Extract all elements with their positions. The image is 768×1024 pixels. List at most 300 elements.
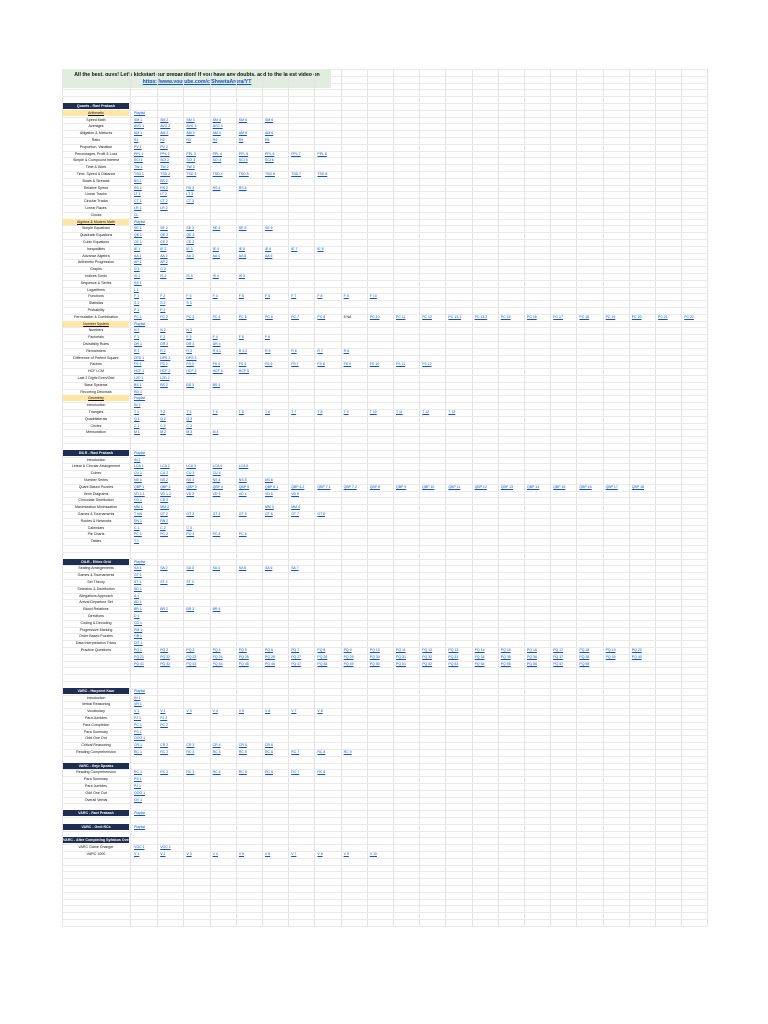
video-link[interactable]: PV 2 bbox=[160, 144, 168, 149]
video-link[interactable]: SM 5 bbox=[238, 117, 247, 122]
video-link[interactable]: RS 5 bbox=[238, 185, 247, 190]
video-link[interactable]: PQ 28 bbox=[317, 654, 328, 659]
video-link[interactable]: PC 1 bbox=[134, 532, 142, 537]
video-link[interactable]: IE 7 bbox=[291, 246, 298, 251]
video-link[interactable]: GT 3 bbox=[186, 512, 195, 516]
video-link[interactable]: RC 7 bbox=[291, 750, 300, 754]
video-link[interactable]: G 2 bbox=[160, 267, 166, 272]
video-link[interactable]: PQ 19 bbox=[605, 648, 616, 652]
video-link[interactable]: PQ 17 bbox=[553, 648, 564, 652]
video-link[interactable]: PQ 24 bbox=[212, 654, 223, 659]
video-link[interactable]: R 3 bbox=[186, 348, 192, 353]
video-link[interactable]: PQ 33 bbox=[448, 654, 459, 659]
video-link[interactable]: PQ 37 bbox=[553, 654, 564, 659]
video-link[interactable]: AP 1 bbox=[134, 260, 142, 265]
video-link[interactable]: VD 5 bbox=[265, 491, 273, 496]
video-link[interactable]: PQ 22 bbox=[160, 654, 171, 659]
youtube-link[interactable]: https://www.youtube.com/c/ShwetaArora/YT bbox=[142, 79, 252, 85]
video-link[interactable]: FS 3 bbox=[186, 362, 194, 367]
video-link[interactable]: PQ 39 bbox=[605, 654, 616, 659]
playlist-link[interactable]: Playlist bbox=[134, 559, 146, 564]
video-link[interactable]: GT 7 bbox=[291, 512, 299, 516]
video-link[interactable]: L2D 2 bbox=[160, 376, 170, 380]
video-link[interactable]: PC 15 bbox=[500, 314, 511, 319]
video-link[interactable]: C 3 bbox=[186, 423, 192, 428]
video-link[interactable]: PC 20 bbox=[631, 314, 642, 319]
video-link[interactable]: VD 3 bbox=[212, 491, 221, 496]
playlist-link[interactable]: Playlist bbox=[134, 219, 146, 224]
video-link[interactable]: V 5 bbox=[238, 852, 245, 856]
video-link[interactable]: SE 4 bbox=[212, 226, 221, 231]
video-link[interactable]: PQ 45 bbox=[238, 661, 249, 666]
video-link[interactable]: QBP 15 bbox=[553, 484, 566, 489]
video-link[interactable]: TSD 5 bbox=[238, 172, 249, 176]
video-link[interactable]: QBP 2 bbox=[160, 484, 171, 489]
video-link[interactable]: LCA 5 bbox=[238, 464, 249, 469]
video-link[interactable]: S 2 bbox=[160, 301, 166, 306]
video-link[interactable]: QBP 5 bbox=[238, 484, 250, 489]
video-link[interactable]: V 8 bbox=[317, 709, 323, 714]
video-link[interactable]: R3 bbox=[186, 138, 191, 142]
video-link[interactable]: PQ 25 bbox=[238, 654, 249, 659]
video-link[interactable]: PC 19 bbox=[605, 314, 616, 319]
video-link[interactable]: RC 3 bbox=[186, 750, 195, 754]
video-link[interactable]: NS 4 bbox=[212, 478, 221, 482]
video-link[interactable]: CR 1 bbox=[134, 743, 142, 748]
video-link[interactable]: HCF 3 bbox=[186, 369, 197, 374]
video-link[interactable]: PPL 3 bbox=[186, 151, 196, 156]
video-link[interactable]: T 1 bbox=[134, 410, 139, 414]
video-link[interactable]: IN 1 bbox=[134, 457, 141, 462]
video-link[interactable]: PQ 6 bbox=[265, 648, 273, 652]
video-link[interactable]: BR 1 bbox=[134, 607, 142, 612]
video-link[interactable]: RC 2 bbox=[160, 750, 169, 754]
video-link[interactable]: SA 3 bbox=[186, 566, 194, 571]
video-link[interactable]: IS 5 bbox=[238, 274, 246, 278]
video-link[interactable]: C 2 bbox=[160, 525, 166, 530]
video-link[interactable]: MM 4 bbox=[291, 505, 300, 510]
video-link[interactable]: MM 2 bbox=[160, 505, 169, 510]
video-link[interactable]: C 2 bbox=[160, 423, 166, 428]
video-link[interactable]: PC 7 bbox=[291, 314, 299, 319]
video-link[interactable]: PPL 8 bbox=[317, 151, 327, 156]
video-link[interactable]: F 9 bbox=[343, 294, 349, 299]
video-link[interactable]: AD 1 bbox=[134, 600, 142, 605]
video-link[interactable]: RC 6 bbox=[265, 770, 273, 775]
video-link[interactable]: PQ 29 bbox=[343, 654, 354, 659]
video-link[interactable]: RC 1 bbox=[134, 770, 142, 775]
video-link[interactable]: T 11 bbox=[396, 410, 403, 414]
video-link[interactable]: F 6 bbox=[265, 335, 271, 340]
video-link[interactable]: RS 3 bbox=[186, 185, 195, 190]
video-link[interactable]: F 2 bbox=[160, 335, 166, 340]
video-link[interactable]: R 6 bbox=[291, 348, 297, 353]
video-link[interactable]: PQ 54 bbox=[474, 661, 485, 666]
video-link[interactable]: FS 4 bbox=[212, 362, 220, 367]
video-link[interactable]: PQ 26 bbox=[265, 654, 275, 659]
video-link[interactable]: QBP 7.1 bbox=[317, 484, 331, 489]
video-link[interactable]: V 7 bbox=[291, 709, 297, 714]
playlist-link[interactable]: Playlist bbox=[134, 396, 146, 401]
video-link[interactable]: PC 21 bbox=[658, 314, 668, 319]
video-link[interactable]: BS 2 bbox=[160, 382, 168, 387]
video-link[interactable]: FS 7 bbox=[291, 362, 299, 367]
video-link[interactable]: VD 4 bbox=[238, 491, 247, 496]
video-link[interactable]: V 1 bbox=[134, 709, 140, 714]
video-link[interactable]: CR 4 bbox=[212, 743, 221, 748]
video-link[interactable]: FS 11 bbox=[396, 362, 406, 367]
video-link[interactable]: R 8 bbox=[343, 348, 350, 353]
video-link[interactable]: T 5 bbox=[238, 410, 244, 414]
video-link[interactable]: CT 3 bbox=[186, 199, 194, 204]
video-link[interactable]: ST 1 bbox=[134, 580, 142, 584]
video-link[interactable]: R2 bbox=[160, 138, 165, 142]
video-link[interactable]: PQ 52 bbox=[422, 661, 433, 666]
video-link[interactable]: V 2 bbox=[160, 709, 166, 714]
video-link[interactable]: V 3 bbox=[186, 709, 192, 714]
video-link[interactable]: Q 2 bbox=[160, 416, 166, 421]
video-link[interactable]: FS 9 bbox=[343, 362, 351, 367]
video-link[interactable]: AM 4 bbox=[212, 131, 221, 136]
video-link[interactable]: ST 2 bbox=[160, 580, 168, 584]
video-link[interactable]: FS 6 bbox=[265, 362, 273, 367]
video-link[interactable]: TSD 4 bbox=[212, 172, 223, 176]
video-link[interactable]: V 7 bbox=[291, 852, 297, 856]
video-link[interactable]: BS 2 bbox=[160, 178, 168, 183]
video-link[interactable]: PQ 9 bbox=[343, 648, 352, 652]
video-link[interactable]: PC 17 bbox=[553, 314, 563, 319]
video-link[interactable]: BS 3 bbox=[186, 382, 194, 387]
video-link[interactable]: V 10 bbox=[369, 852, 377, 856]
video-link[interactable]: SM 3 bbox=[186, 117, 195, 122]
video-link[interactable]: SA 7 bbox=[291, 566, 299, 571]
video-link[interactable]: IE 2 bbox=[160, 246, 167, 251]
video-link[interactable]: OOO 1 bbox=[134, 790, 146, 795]
video-link[interactable]: C 3 bbox=[186, 525, 192, 530]
video-link[interactable]: F 5 bbox=[238, 294, 244, 299]
video-link[interactable]: RS 1 bbox=[134, 185, 142, 190]
video-link[interactable]: F 1 bbox=[134, 335, 140, 340]
video-link[interactable]: GT 8 bbox=[317, 512, 326, 516]
playlist-link[interactable]: Playlist bbox=[134, 688, 146, 693]
video-link[interactable]: Q 3 bbox=[186, 416, 193, 421]
video-link[interactable]: CU 3 bbox=[186, 471, 195, 476]
video-link[interactable]: PPL 6 bbox=[265, 151, 275, 156]
video-link[interactable]: SM 4 bbox=[212, 117, 221, 122]
video-link[interactable]: AM 5 bbox=[238, 131, 247, 136]
video-link[interactable]: PC 2 bbox=[160, 722, 168, 727]
video-link[interactable]: AM 2 bbox=[160, 131, 169, 136]
video-link[interactable]: BR 3 bbox=[186, 607, 195, 612]
video-link[interactable]: SE 5 bbox=[238, 226, 247, 231]
video-link[interactable]: PQ 44 bbox=[212, 661, 223, 666]
video-link[interactable]: T 9 bbox=[343, 410, 349, 414]
video-link[interactable]: N 2 bbox=[160, 328, 166, 333]
video-link[interactable]: HCF 4 bbox=[212, 369, 223, 374]
playlist-link[interactable]: Playlist bbox=[134, 321, 146, 326]
video-link[interactable]: PQ 46 bbox=[265, 661, 275, 666]
video-link[interactable]: AA 6 bbox=[265, 253, 273, 258]
video-link[interactable]: F 3 bbox=[186, 294, 192, 299]
video-link[interactable]: F 8 bbox=[317, 294, 323, 299]
video-link[interactable]: HCF 5 bbox=[238, 369, 249, 374]
video-link[interactable]: FS 2 bbox=[160, 362, 168, 367]
video-link[interactable]: DR 2 bbox=[160, 342, 169, 346]
video-link[interactable]: CU 1 bbox=[134, 471, 142, 476]
video-link[interactable]: PQ 15 bbox=[500, 648, 511, 652]
video-link[interactable]: PQ 2 bbox=[160, 648, 169, 652]
video-link[interactable]: LCA 1 bbox=[134, 464, 144, 469]
video-link[interactable]: PC 13.2 bbox=[474, 314, 488, 319]
video-link[interactable]: PC 16 bbox=[527, 314, 537, 319]
video-link[interactable]: QBP 14 bbox=[527, 484, 540, 489]
video-link[interactable]: PPL 7 bbox=[291, 151, 301, 156]
video-link[interactable]: SD 1 bbox=[134, 586, 142, 591]
video-link[interactable]: VR 1 bbox=[134, 702, 142, 707]
video-link[interactable]: GT 5 bbox=[238, 512, 247, 516]
video-link[interactable]: L2D 1 bbox=[134, 376, 144, 380]
video-link[interactable]: QBP 11 bbox=[448, 484, 461, 489]
video-link[interactable]: PC 1 bbox=[134, 314, 142, 319]
video-link[interactable]: BS 1 bbox=[134, 178, 142, 183]
video-link[interactable]: PQ 32 bbox=[422, 654, 433, 659]
playlist-link[interactable]: Playlist bbox=[134, 811, 146, 816]
video-link[interactable]: PQ 36 bbox=[527, 654, 537, 659]
video-link[interactable]: PQ 53 bbox=[448, 661, 459, 666]
video-link[interactable]: PQ 35 bbox=[500, 654, 511, 659]
video-link[interactable]: PQ 31 bbox=[396, 654, 406, 659]
video-link[interactable]: DPS 3 bbox=[186, 355, 197, 360]
video-link[interactable]: AVG 3 bbox=[186, 124, 197, 129]
video-link[interactable]: M 2 bbox=[160, 430, 167, 435]
video-link[interactable]: T 3 bbox=[186, 410, 192, 414]
video-link[interactable]: PQ 42 bbox=[160, 661, 171, 666]
video-link[interactable]: PQ 18 bbox=[579, 648, 590, 652]
video-link[interactable]: PC 6 bbox=[265, 314, 273, 319]
video-link[interactable]: HCF 2 bbox=[160, 369, 171, 374]
video-link[interactable]: IS 1 bbox=[134, 274, 141, 278]
video-link[interactable]: FS 12 bbox=[422, 362, 432, 367]
video-link[interactable]: CE 2 bbox=[160, 240, 168, 244]
video-link[interactable]: PC 2 bbox=[160, 532, 168, 537]
video-link[interactable]: NS 5 bbox=[238, 478, 247, 482]
video-link[interactable]: PS 1 bbox=[134, 777, 142, 782]
video-link[interactable]: PQ 57 bbox=[553, 661, 564, 666]
video-link[interactable]: DPS 2 bbox=[160, 355, 171, 360]
video-link[interactable]: T 10 bbox=[369, 410, 377, 414]
video-link[interactable]: PJ 1 bbox=[134, 716, 142, 720]
video-link[interactable]: PPL 5 bbox=[238, 151, 249, 156]
video-link[interactable]: LCA 2 bbox=[160, 464, 170, 469]
video-link[interactable]: IE 4 bbox=[212, 246, 219, 251]
video-link[interactable]: LCA 3 bbox=[186, 464, 196, 469]
video-link[interactable]: AA 4 bbox=[212, 253, 220, 258]
video-link[interactable]: SA 5 bbox=[238, 566, 247, 571]
video-link[interactable]: CD 1 bbox=[134, 620, 142, 625]
video-link[interactable]: OV 1 bbox=[134, 797, 142, 802]
video-link[interactable]: PQ 34 bbox=[474, 654, 485, 659]
playlist-link[interactable]: Playlist bbox=[134, 110, 146, 115]
video-link[interactable]: SE 3 bbox=[186, 226, 194, 231]
video-link[interactable]: AVG 1 bbox=[134, 124, 145, 129]
video-link[interactable]: QBP 6.2 bbox=[291, 484, 305, 489]
video-link[interactable]: IS 3 bbox=[186, 274, 193, 278]
video-link[interactable]: PQ 11 bbox=[396, 648, 406, 652]
video-link[interactable]: NS 3 bbox=[186, 478, 195, 482]
video-link[interactable]: PQ 16 bbox=[527, 648, 537, 652]
video-link[interactable]: R 5 bbox=[265, 348, 271, 353]
video-link[interactable]: V 6 bbox=[265, 709, 271, 714]
video-link[interactable]: PC 1 bbox=[134, 722, 142, 727]
video-link[interactable]: OOO 1 bbox=[134, 736, 146, 741]
video-link[interactable]: PQ 4 bbox=[212, 648, 221, 652]
video-link[interactable]: NS 2 bbox=[160, 478, 168, 482]
video-link[interactable]: IS 4 bbox=[212, 274, 219, 278]
video-link[interactable]: V 8 bbox=[317, 852, 323, 856]
video-link[interactable]: IE 3 bbox=[186, 246, 193, 251]
video-link[interactable]: SE 6 bbox=[265, 226, 273, 231]
video-link[interactable]: M 3 bbox=[186, 430, 193, 435]
video-link[interactable]: AVG 2 bbox=[160, 124, 171, 129]
video-link[interactable]: F 10 bbox=[369, 294, 377, 299]
video-link[interactable]: RS 4 bbox=[212, 185, 221, 190]
video-link[interactable]: V 9 bbox=[343, 852, 349, 856]
video-link[interactable]: PC 13.1 bbox=[448, 314, 462, 319]
video-link[interactable]: V 4 bbox=[212, 709, 218, 714]
video-link[interactable]: PQ 55 bbox=[500, 661, 511, 666]
video-link[interactable]: N 3 bbox=[186, 328, 192, 333]
video-link[interactable]: LT 1 bbox=[134, 192, 141, 197]
video-link[interactable]: LR 1 bbox=[134, 206, 142, 210]
video-link[interactable]: RC 7 bbox=[291, 770, 300, 775]
video-link[interactable]: P 2 bbox=[160, 308, 166, 312]
video-link[interactable]: PQ 23 bbox=[186, 654, 197, 659]
video-link[interactable]: SS 1 bbox=[134, 280, 142, 285]
video-link[interactable]: QBP 16 bbox=[579, 484, 592, 489]
video-link[interactable]: QBP 8 bbox=[369, 484, 381, 489]
video-link[interactable]: SCI 3 bbox=[186, 158, 196, 163]
video-link[interactable]: QBP 7.2 bbox=[343, 484, 357, 489]
video-link[interactable]: TSD 1 bbox=[134, 172, 144, 176]
video-link[interactable]: CL bbox=[134, 212, 139, 217]
video-link[interactable]: PQ 8 bbox=[317, 648, 326, 652]
video-link[interactable]: PC 4 bbox=[212, 314, 221, 319]
video-link[interactable]: RC 5 bbox=[238, 750, 247, 754]
video-link[interactable]: CT 2 bbox=[160, 199, 168, 204]
video-link[interactable]: V 6 bbox=[265, 852, 271, 856]
video-link[interactable]: SA 1 bbox=[134, 566, 142, 571]
video-link[interactable]: PQ 7 bbox=[291, 648, 300, 652]
video-link[interactable]: PQ 38 bbox=[579, 654, 590, 659]
video-link[interactable]: A 1 bbox=[134, 593, 140, 598]
video-link[interactable]: PC 5 bbox=[238, 532, 247, 537]
video-link[interactable]: FS 10 bbox=[369, 362, 380, 367]
video-link[interactable]: CR 2 bbox=[160, 743, 169, 748]
video-link[interactable]: R 4.2 bbox=[238, 348, 248, 353]
video-link[interactable]: T NA bbox=[134, 512, 142, 516]
video-link[interactable]: QBP 1 bbox=[134, 484, 145, 489]
video-link[interactable]: RC 4 bbox=[212, 750, 221, 754]
video-link[interactable]: SM 2 bbox=[160, 117, 169, 122]
video-link[interactable]: DR 1 bbox=[134, 342, 142, 346]
video-link[interactable]: T 13 bbox=[448, 410, 456, 414]
video-link[interactable]: BR 4 bbox=[212, 607, 221, 612]
video-link[interactable]: PQ 50 bbox=[369, 661, 380, 666]
video-link[interactable]: SE 2 bbox=[160, 226, 168, 231]
video-link[interactable]: ST 3 bbox=[186, 580, 194, 584]
video-link[interactable]: MM 3 bbox=[265, 505, 274, 510]
video-link[interactable]: R5 bbox=[238, 138, 244, 142]
video-link[interactable]: VD 1.2 bbox=[160, 491, 171, 496]
video-link[interactable]: F 1 bbox=[134, 294, 140, 299]
video-link[interactable]: RC 4 bbox=[212, 770, 221, 775]
video-link[interactable]: CD 2 bbox=[160, 498, 169, 503]
video-link[interactable]: SCI 2 bbox=[160, 158, 169, 163]
video-link[interactable]: SA 4 bbox=[212, 566, 220, 571]
video-link[interactable]: CD 1 bbox=[134, 498, 142, 503]
video-link[interactable]: AA 1 bbox=[134, 253, 142, 258]
video-link[interactable]: MM 1 bbox=[134, 505, 143, 510]
video-link[interactable]: R1 bbox=[134, 138, 139, 142]
video-link[interactable]: QE 2 bbox=[160, 233, 169, 238]
video-link[interactable]: T 4 bbox=[212, 410, 218, 414]
video-link[interactable]: QBP 4 bbox=[212, 484, 223, 489]
video-link[interactable]: RN 2 bbox=[160, 518, 169, 523]
video-link[interactable]: IE 5 bbox=[238, 246, 246, 251]
video-link[interactable]: TSD 6 bbox=[265, 172, 275, 176]
video-link[interactable]: VD 1.1 bbox=[134, 491, 145, 496]
video-link[interactable]: CU 2 bbox=[160, 471, 169, 476]
video-link[interactable]: BS 4 bbox=[212, 382, 221, 387]
video-link[interactable]: PQ 21 bbox=[134, 654, 144, 659]
video-link[interactable]: F 3 bbox=[186, 335, 192, 340]
video-link[interactable]: PC 2 bbox=[160, 314, 168, 319]
video-link[interactable]: AM 6 bbox=[265, 131, 274, 136]
video-link[interactable]: CR 3 bbox=[186, 743, 195, 748]
video-link[interactable]: PPL 4 bbox=[212, 151, 222, 156]
video-link[interactable]: IN 1 bbox=[134, 403, 141, 408]
video-link[interactable]: V 4 bbox=[212, 852, 218, 856]
video-link[interactable]: GT 6 bbox=[265, 512, 273, 516]
video-link[interactable]: PQ 48 bbox=[317, 661, 328, 666]
video-link[interactable]: HCF 1 bbox=[134, 369, 145, 374]
video-link[interactable]: SM 6 bbox=[265, 117, 274, 122]
video-link[interactable]: N 1 bbox=[134, 328, 140, 333]
video-link[interactable]: PQ 49 bbox=[343, 661, 354, 666]
video-link[interactable]: SCI 1 bbox=[134, 158, 143, 163]
video-link[interactable]: R 2 bbox=[160, 348, 166, 353]
video-link[interactable]: PQ 51 bbox=[396, 661, 406, 666]
video-link[interactable]: PS 1 bbox=[134, 729, 142, 734]
video-link[interactable]: OB 1 bbox=[134, 634, 142, 639]
video-link[interactable]: Q 1 bbox=[134, 416, 140, 421]
playlist-link[interactable]: Playlist bbox=[134, 450, 146, 455]
video-link[interactable]: R 7 bbox=[317, 348, 323, 353]
video-link[interactable]: V 2 bbox=[160, 852, 166, 856]
video-link[interactable]: TW 3 bbox=[186, 165, 195, 170]
video-link[interactable]: QBP 10 bbox=[422, 484, 435, 489]
video-link[interactable]: FS 1 bbox=[134, 362, 142, 367]
video-link[interactable]: PQ 43 bbox=[186, 661, 197, 666]
video-link[interactable]: PC 3 bbox=[186, 314, 195, 319]
video-link[interactable]: F 7 bbox=[291, 294, 297, 299]
video-link[interactable]: PC 10 bbox=[369, 314, 380, 319]
video-link[interactable]: C 1 bbox=[134, 525, 140, 530]
video-link[interactable]: F 2 bbox=[160, 294, 166, 299]
video-link[interactable]: T 7 bbox=[291, 410, 297, 414]
video-link[interactable]: GT 2 bbox=[160, 512, 168, 516]
video-link[interactable]: RC 5 bbox=[238, 770, 247, 775]
